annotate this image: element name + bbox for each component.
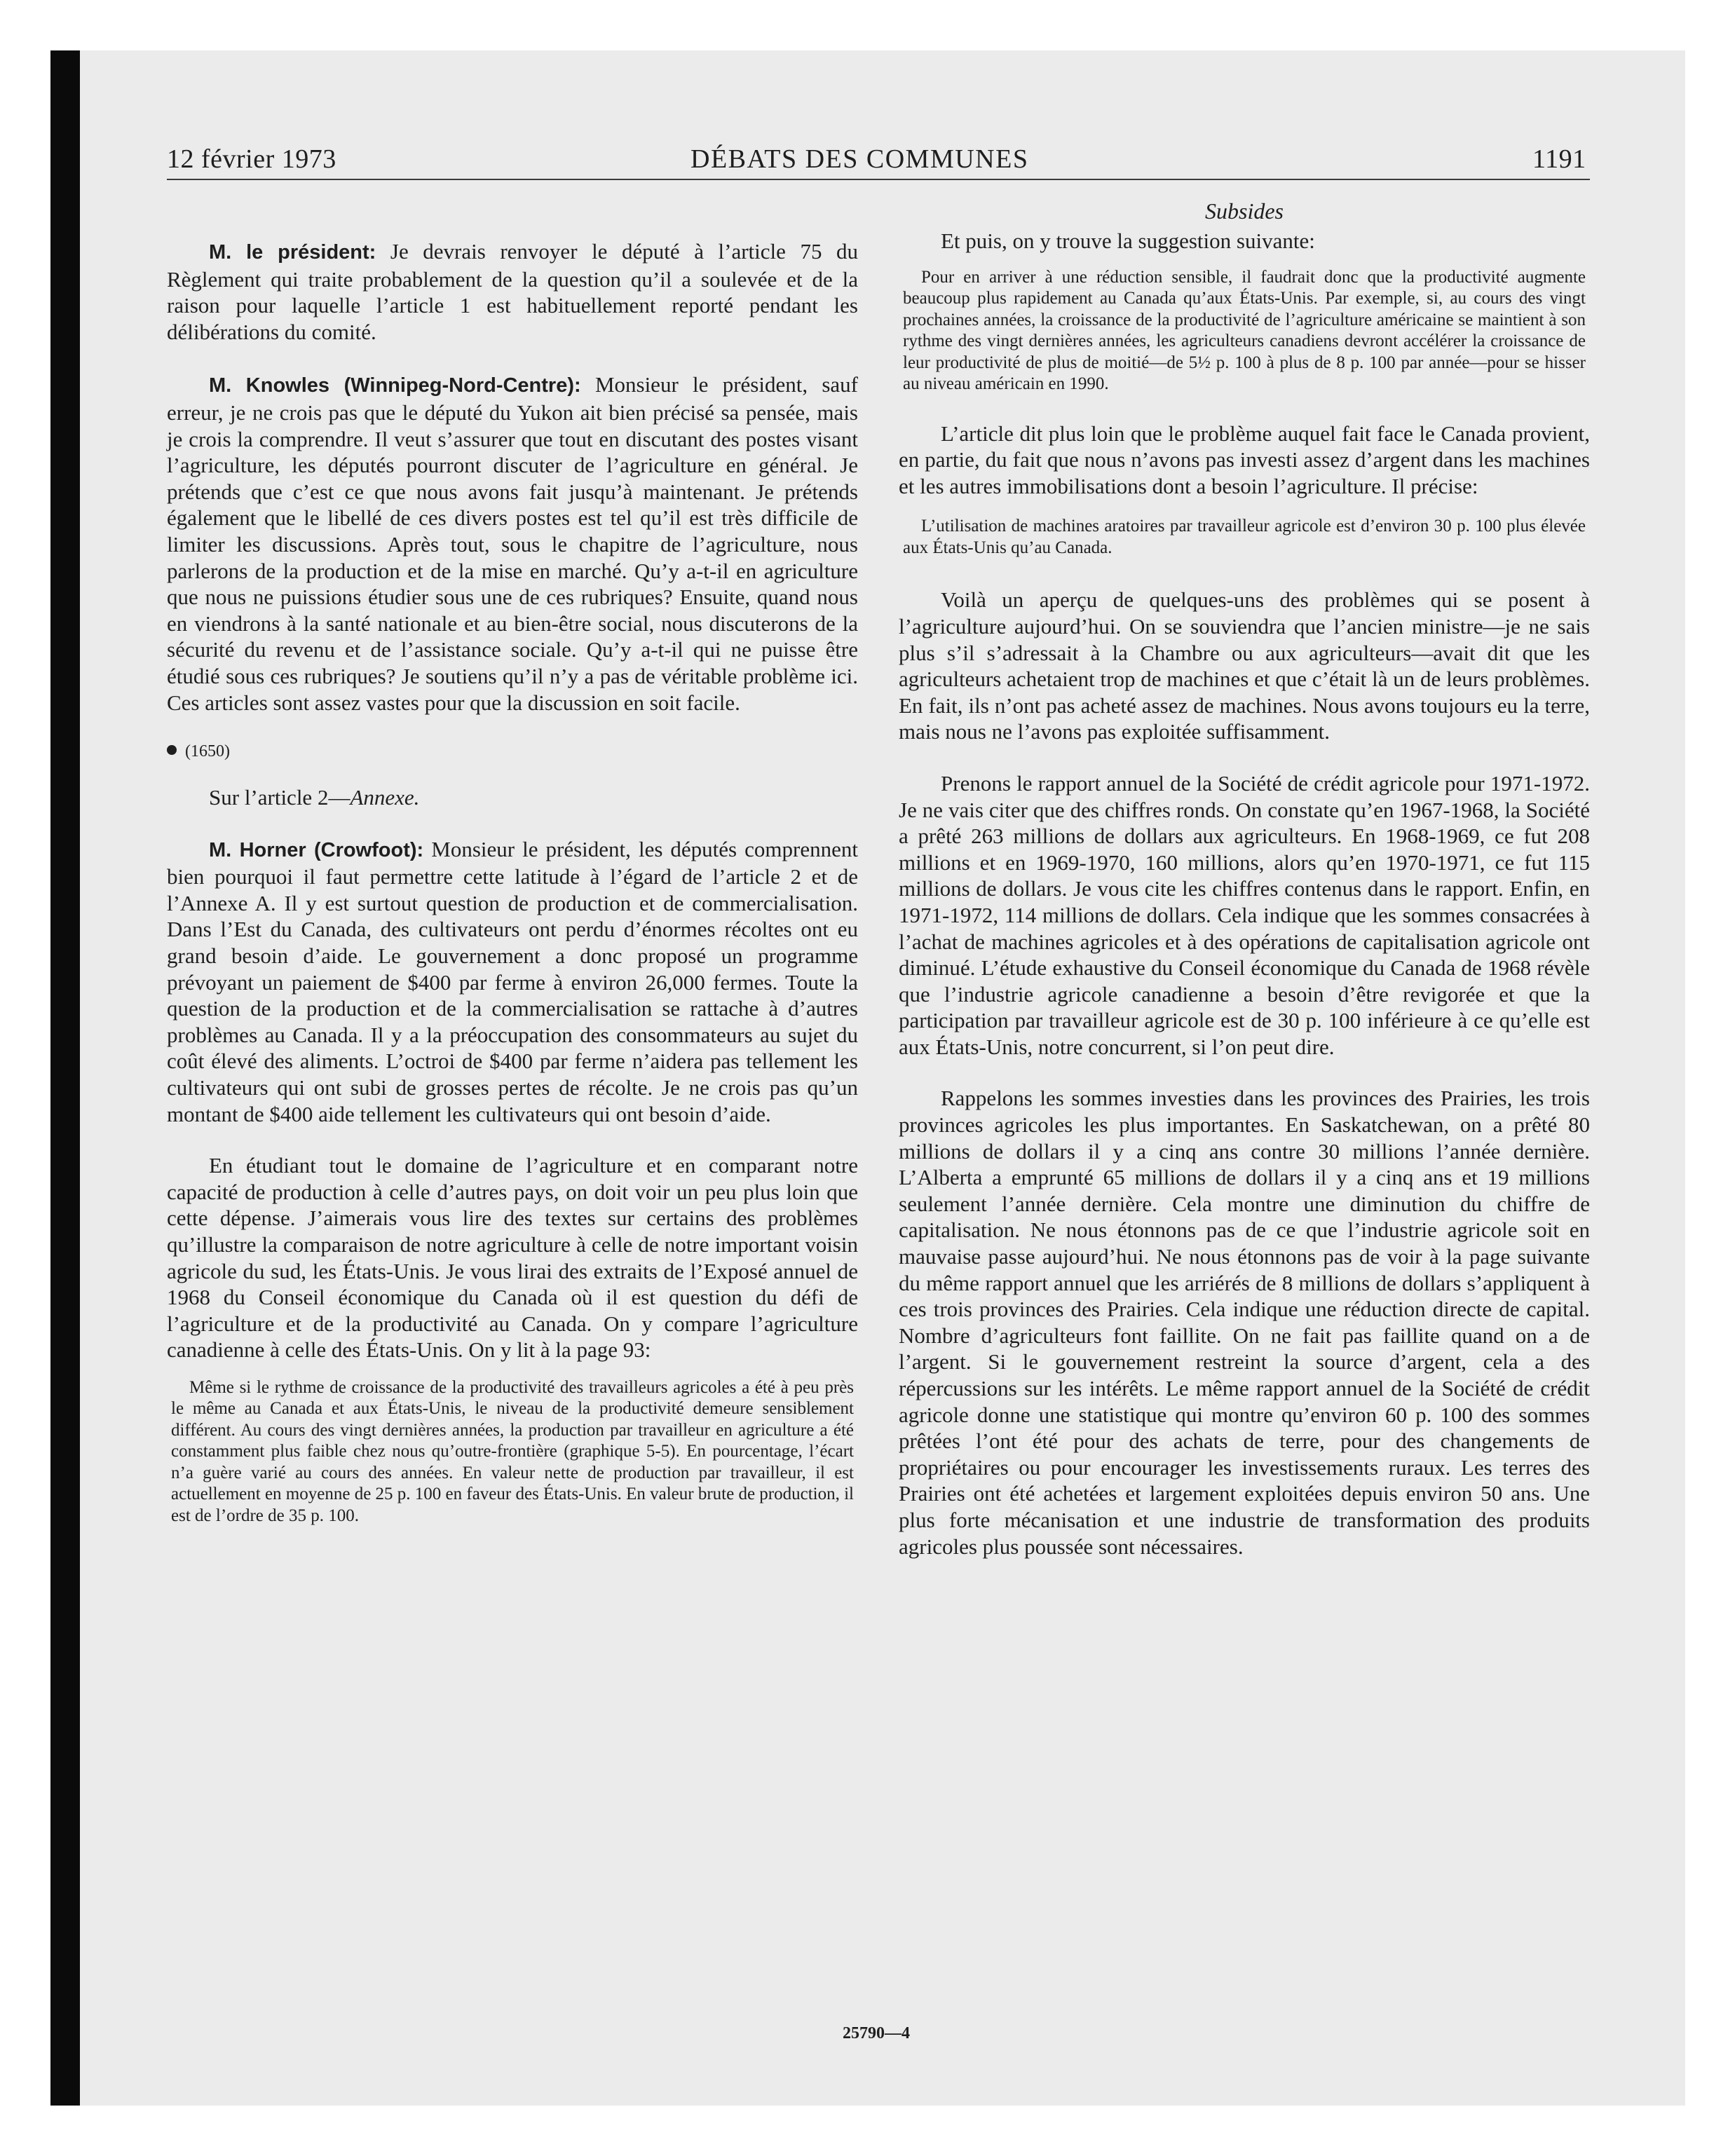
section-title: Subsides — [1205, 198, 1284, 224]
paragraph-horner — [167, 836, 858, 1128]
header-rule — [167, 179, 1590, 180]
article-prefix: Sur l’article 2— — [209, 785, 351, 810]
left-column — [167, 198, 858, 1527]
paragraph-article: L’article dit plus loin que le problème auquel fait face le Canada provient, en partie, du fait que nous n’avons pas investi assez d’argent dans les machines et les autres immobilisations dont a besoin l’agriculture. Il précise: — [899, 421, 1590, 498]
block-quote: Pour en arriver à une réduction sensible, il faudrait donc que la productivité augmente beaucoup plus rapidement au Canada qu’aux États-Unis. Par exemple, si, au cours des vingt prochaines années, la croissance de la productivité de l’agriculture américaine se maintient à son rythme des vingt dernières années, les agriculteurs canadiens devront accélérer la croissance de leur productivité de plus de moitié—de 5½ p. 100 à plus de 8 p. 100 par année—pour se hisser au niveau américain en 1990. — [903, 267, 1586, 394]
bullet-icon — [167, 745, 177, 755]
paragraph-president — [167, 238, 858, 345]
article-italic: Annexe. — [350, 785, 420, 810]
right-column — [899, 198, 1590, 1560]
scan-edge-bar — [50, 50, 80, 2106]
paragraph-text: Monsieur le président, les députés comprennent bien pourquoi il faut permettre cette latitude à l’égard de l’article 2 et de l’Annexe A. Il y est surtout question de production et de commercialisation. Dans l’Est du Canada, des cultivateurs ont perdu d’énormes récoltes ont eu grand besoin d’aide. Le gouvernement a donc proposé un programme prévoyant un paiement de $400 par ferme à environ 26,000 fermes. Toute la question de la production et de la commercialisation se rattache à d’autres problèmes au Canada. Il y a la préoccupation des consommateurs au sujet du coût élevé des aliments. L’octroi de $400 par ferme n’aidera pas tellement les cultivateurs qui ont subi de grosses pertes de récolte. Je ne crois pas qu’un montant de $400 aide tellement les cultivateurs qui ont besoin d’aide. — [167, 836, 858, 1126]
paragraph-text: Je devrais renvoyer le député à l’article 75 du Règlement qui traite probablement de la question qu’il a soulevée et de la raison pour laquelle l’article 1 est habituellement reporté pendant les délibérations du comité. — [167, 239, 859, 344]
footer-code: 25790—4 — [843, 2024, 910, 2042]
paragraph-text: Monsieur le président, sauf erreur, je ne crois pas que le député du Yukon ait bien précisé sa pensée, mais je crois la comprendre. Il veut s’assurer que tout en discutant des postes visant l’agriculture, les députés pourront discuter de l’agriculture en général. Je prétends que c’est ce que nous avons fait jusqu’à maintenant. Je prétends également que le libellé de ces divers postes est tel qu’il est très difficile de limiter les discussions. Après tout, sous le chapitre de l’agriculture, nous parlerons de la production et de la mise en marché. Qu’y a-t-il en agriculture que nous ne puissions étudier sous une de ces rubriques? Ensuite, quand nous en viendrons à la santé nationale et au bien-être social, nous discuterons de la sécurité du revenu et de l’assistance sociale. Qu’y a-t-il qui ne puisse être étudié sous ces rubriques? Je soutiens qu’il n’y a pas de véritable problème ici. Ces articles sont assez vastes pour que la discussion en soit facile. — [167, 372, 858, 715]
paragraph-knowles — [167, 371, 858, 716]
timestamp — [167, 741, 858, 762]
paragraph-overview: Voilà un aperçu de quelques-uns des problèmes qui se posent à l’agriculture aujourd’hui. On se souviendra que l’ancien ministre—je ne sais plus s’il s’adressait à la Chambre ou aux agriculteurs—avait dit que les agriculteurs achetaient trop de machines et que c’était là un de leurs problèmes. En fait, ils n’ont pas acheté assez de machines. Nous avons toujours eu la terre, mais nous ne l’avons pas exploitée suffisamment. — [899, 587, 1590, 744]
header-title: DÉBATS DES COMMUNES — [690, 144, 1029, 174]
paragraph-suggestion: Et puis, on y trouve la suggestion suivante: — [941, 228, 1315, 253]
paragraph-comparison: En étudiant tout le domaine de l’agriculture et en comparant notre capacité de production à celle d’autres pays, on doit voir un peu plus loin que cette dépense. J’aimerais vous lire des textes sur certains des problèmes qu’illustre la comparaison de notre agriculture à celle de notre important voisin agricole du sud, les États-Unis. Je vous lirai des extraits de l’Exposé annuel de 1968 du Conseil économique du Canada où il est question du défi de l’agriculture et de la productivité au Canada. On y compare l’agriculture canadienne à celle des États-Unis. On y lit à la page 93: — [167, 1153, 858, 1363]
header-page-number: 1191 — [1532, 144, 1586, 174]
header-date: 12 février 1973 — [167, 144, 336, 174]
timestamp-text: (1650) — [185, 742, 230, 761]
paragraph-report: Prenons le rapport annuel de la Société de crédit agricole pour 1971-1972. Je ne vais citer que des chiffres ronds. On constate qu’en 1967-1968, la Société a prêté 263 millions de dollars aux agriculteurs. En 1968-1969, ce fut 208 millions et en 1969-1970, 160 millions, alors qu’en 1970-1971, ce fut 115 millions de dollars. Je vous cite les chiffres contenus dans le rapport. Enfin, en 1971-1972, 114 millions de dollars. Cela indique que les sommes consacrées à l’achat de machines agricoles et à des opérations de capitalisation agricole ont diminué. L’étude exhaustive du Conseil économique du Canada de 1968 révèle que l’industrie agricole canadienne a besoin d’être revigorée et que la participation par travailleur agricole est de 30 p. 100 inférieure à ce qu’elle est aux États-Unis, notre concurrent, si l’on peut dire. — [899, 770, 1590, 1059]
block-quote: L’utilisation de machines aratoires par travailleur agricole est d’environ 30 p. 100 plus élevée aux États-Unis qu’au Canada. — [903, 517, 1586, 557]
article-heading — [167, 784, 858, 811]
speaker-name: M. Horner (Crowfoot): — [209, 838, 424, 861]
block-quote: Même si le rythme de croissance de la productivité des travailleurs agricoles a été à peu près le même au Canada et aux États-Unis, le niveau de la productivité demeure sensiblement différent. Au cours des vingt dernières années, la production par travailleur en agriculture a été constamment plus faible chez nous qu’outre-frontière (graphique 5-5). En pourcentage, l’écart n’a guère varié au cours des années. En valeur nette de production par travailleur, il est actuellement en moyenne de 25 p. 100 en faveur des États-Unis. En valeur brute de production, il est de l’ordre de 35 p. 100. — [171, 1377, 854, 1525]
speaker-name: M. Knowles (Winnipeg-Nord-Centre): — [209, 374, 581, 397]
speaker-name: M. le président: — [209, 241, 376, 264]
paragraph-prairies: Rappelons les sommes investies dans les provinces des Prairies, les trois provinces agricoles les plus importantes. En Saskatchewan, on a prêté 80 millions de dollars il y a cinq ans contre 30 millions l’année dernière. L’Alberta a emprunté 65 millions de dollars il y a cinq ans et 19 millions seulement l’année dernière. Cela montre une diminution du chiffre de capitalisation. Ne nous étonnons pas de ce que l’industrie agricole soit en mauvaise passe aujourd’hui. Ne nous étonnons pas de voir à la page suivante du même rapport annuel que les arriérés de 8 millions de dollars s’appliquent à ces trois provinces des Prairies. Cela indique une réduction directe de capital. Nombre d’agriculteurs font faillite. On ne fait pas faillite quand on a de l’argent. Si le gouvernement restreint la source d’argent, cela a des répercussions sur les intérêts. Le même rapport annuel de la Société de crédit agricole donne une statistique qui montre qu’environ 60 p. 100 des sommes prêtées l’ont été pour des achats de terre, pour des changements de propriétaires ou pour encourager les investissements ruraux. Les terres des Prairies ont été achetées et largement exploitées depuis environ 50 ans. Une plus forte mécanisation et une industrie de transformation des produits agricoles plus poussée sont nécessaires. — [899, 1086, 1590, 1559]
